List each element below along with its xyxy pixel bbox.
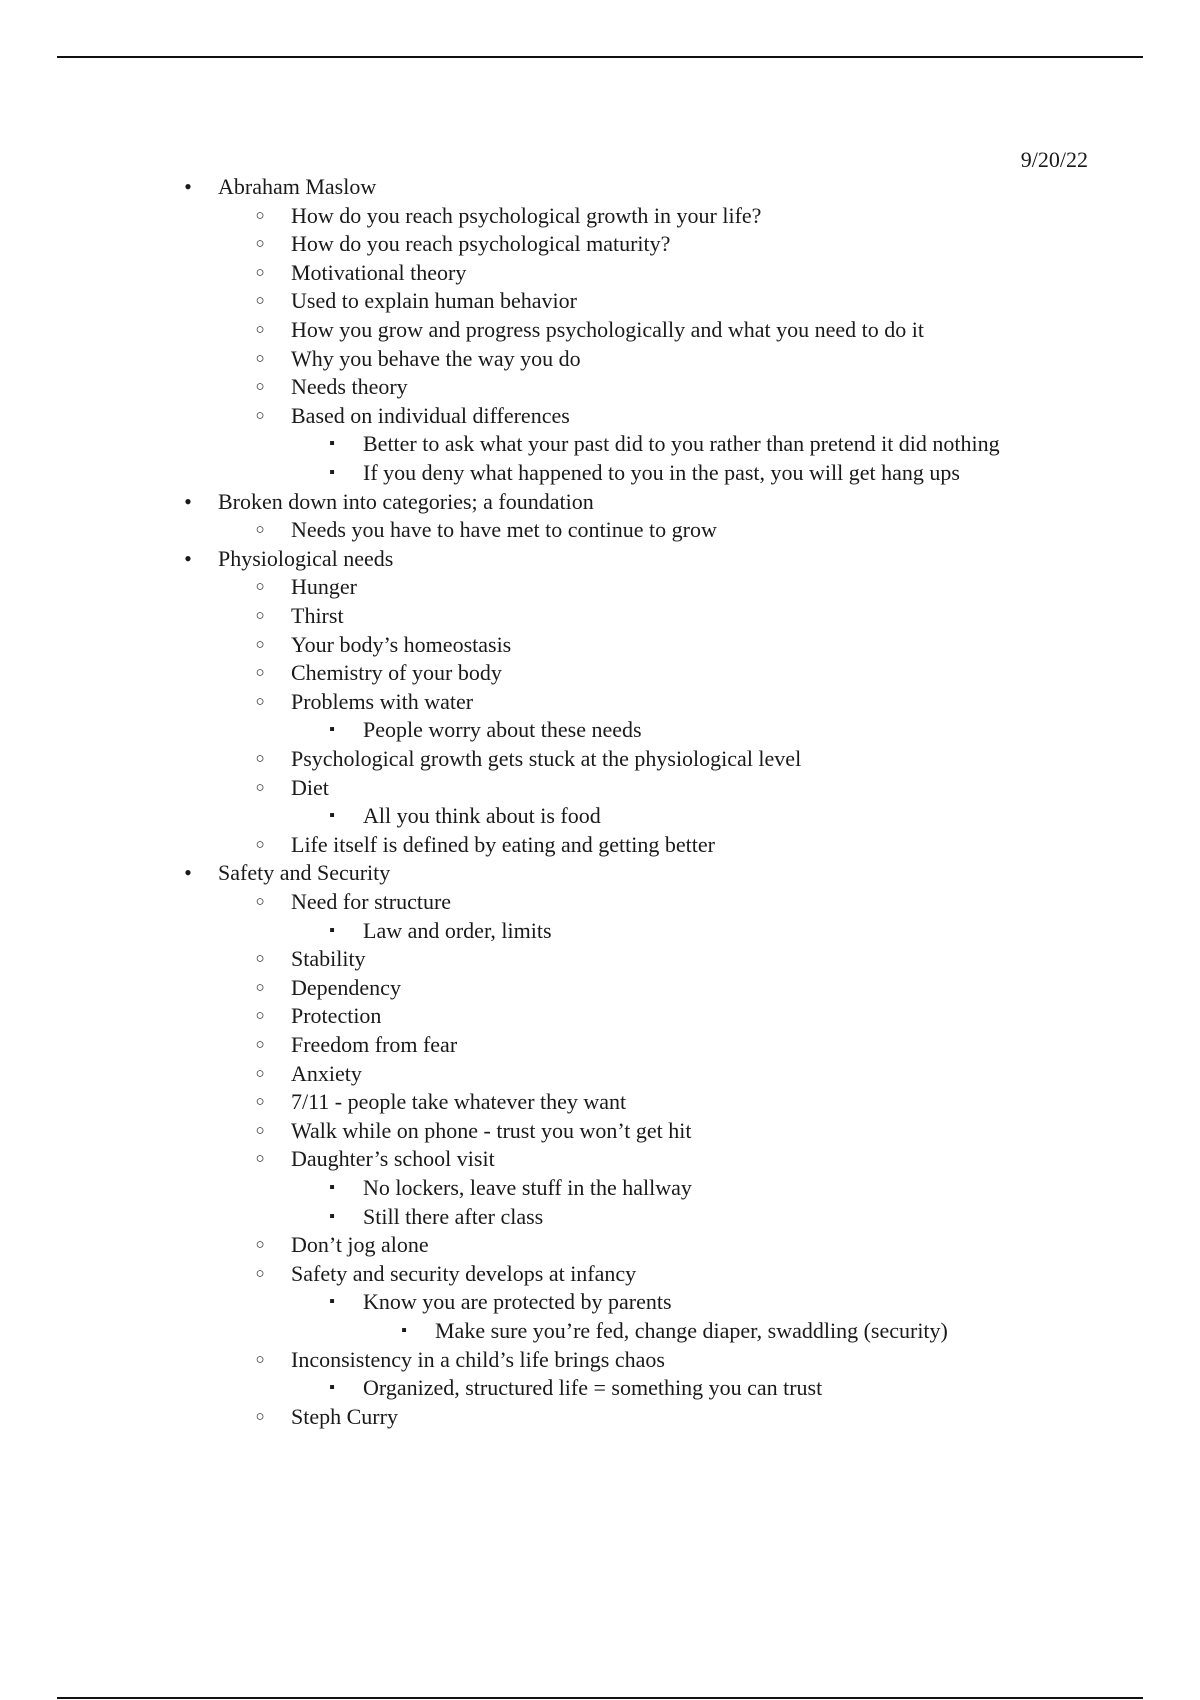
note-text: Need for structure <box>291 889 452 914</box>
bullet-marker: ○ <box>255 236 265 253</box>
bullet-marker: ▪ <box>329 464 335 481</box>
note-text: Needs you have to have met to continue to grow <box>291 517 717 543</box>
note-text: Used to explain human behavior <box>291 288 577 314</box>
note-text: 7/11 - people take whatever they want <box>291 1089 627 1115</box>
bullet-marker: ▪ <box>329 435 335 453</box>
bullet-marker: ○ <box>255 379 265 396</box>
note-text: Organized, structured life = something you can trust <box>363 1375 823 1401</box>
bullet-marker: ○ <box>255 1265 265 1282</box>
bullet-marker: ○ <box>255 350 265 367</box>
bullet-marker: ▪ <box>329 1207 335 1225</box>
bullet-marker: ○ <box>255 1151 265 1168</box>
note-text: Hunger <box>291 574 357 600</box>
bullet-marker: ○ <box>255 322 265 338</box>
note-text: If you deny what happened to you in the past, you will get hang ups <box>363 460 960 485</box>
note-text: Physiological needs <box>218 545 394 571</box>
bullet-marker: ○ <box>255 264 265 281</box>
note-text: Diet <box>291 774 329 800</box>
note-text: How do you reach psychological growth in your life? <box>291 202 762 228</box>
note-text: Abraham Maslow <box>218 174 377 199</box>
note-text: Walk while on phone - trust you won’t get hit <box>291 1117 692 1143</box>
note-text: Still there after class <box>363 1203 544 1229</box>
bullet-marker: ▪ <box>329 921 335 939</box>
note-text: Stability <box>291 946 366 972</box>
bullet-marker: ○ <box>255 608 265 624</box>
bullet-marker: ○ <box>255 1065 265 1082</box>
bullet-marker: ○ <box>255 751 265 767</box>
bullet-marker: ▪ <box>401 1322 407 1339</box>
note-text: Dependency <box>291 974 401 1000</box>
note-text: Needs theory <box>291 374 408 400</box>
note-text: All you think about is food <box>363 803 601 829</box>
note-text: Problems with water <box>291 688 474 714</box>
note-text: Psychological growth gets stuck at the physiological level <box>291 746 802 771</box>
bullet-marker: ○ <box>255 1037 265 1053</box>
note-text: Anxiety <box>291 1060 362 1086</box>
bullet-marker: ○ <box>255 1351 265 1368</box>
note-text: Life itself is defined by eating and getting better <box>291 831 715 857</box>
note-text: Better to ask what your past did to you rather than pretend it did nothing <box>363 431 1000 457</box>
bullet-marker: • <box>184 174 192 199</box>
note-text: Daughter’s school visit <box>291 1146 495 1172</box>
note-text: Protection <box>291 1003 382 1029</box>
bullet-marker: ○ <box>255 1237 265 1254</box>
note-text: Steph Curry <box>291 1403 398 1429</box>
note-text: Make sure you’re fed, change diaper, swaddling (security) <box>435 1318 948 1343</box>
note-text: People worry about these needs <box>363 717 642 743</box>
footer-rule <box>57 1697 1143 1699</box>
note-text: How you grow and progress psychologically and what you need to do it <box>291 317 924 342</box>
note-text: Why you behave the way you do <box>291 345 581 371</box>
bullet-marker: ▪ <box>329 721 335 739</box>
bullet-marker: ▪ <box>329 1379 335 1397</box>
bullet-marker: ○ <box>255 979 265 996</box>
bullet-marker: ○ <box>255 836 265 853</box>
bullet-marker: ○ <box>255 579 265 596</box>
note-text: Safety and security develops at infancy <box>291 1260 637 1286</box>
bullet-marker: ○ <box>255 1008 265 1025</box>
bullet-marker: ○ <box>255 779 265 796</box>
note-text: Chemistry of your body <box>291 660 502 686</box>
note-text: Thirst <box>291 603 344 628</box>
note-text: Safety and Security <box>218 860 391 886</box>
bullet-marker: ○ <box>255 1122 265 1139</box>
bullet-marker: ○ <box>255 293 265 310</box>
bullet-marker: ▪ <box>329 807 335 825</box>
bullet-marker: ○ <box>255 1408 265 1425</box>
bullet-marker: ○ <box>255 407 265 424</box>
note-text: Motivational theory <box>291 259 467 285</box>
note-text: Freedom from fear <box>291 1032 458 1057</box>
bullet-marker: ○ <box>255 693 265 710</box>
bullet-marker: • <box>184 488 192 514</box>
bullet-marker: ○ <box>255 894 265 910</box>
note-text: No lockers, leave stuff in the hallway <box>363 1175 692 1200</box>
note-text: Don’t jog alone <box>291 1232 429 1258</box>
bullet-marker: ○ <box>255 951 265 968</box>
bullet-marker: • <box>184 860 192 886</box>
note-text: How do you reach psychological maturity? <box>291 231 671 257</box>
note-text: Know you are protected by parents <box>363 1289 672 1315</box>
note-text: Inconsistency in a child’s life brings chaos <box>291 1346 665 1372</box>
note-text: Your body’s homeostasis <box>291 631 512 657</box>
bullet-marker: • <box>184 545 192 571</box>
bullet-marker: ○ <box>255 665 265 682</box>
bullet-marker: ○ <box>255 1094 265 1111</box>
header-rule <box>57 56 1143 58</box>
note-text: Broken down into categories; a foundation <box>218 488 594 514</box>
bullet-marker: ○ <box>255 522 265 539</box>
bullet-marker: ▪ <box>329 1179 335 1196</box>
bullet-marker: ▪ <box>329 1293 335 1311</box>
bullet-marker: ○ <box>255 207 265 224</box>
note-text: Based on individual differences <box>291 402 570 428</box>
bullet-marker: ○ <box>255 636 265 653</box>
note-text: Law and order, limits <box>363 917 552 943</box>
note-date: 9/20/22 <box>1020 147 1088 172</box>
